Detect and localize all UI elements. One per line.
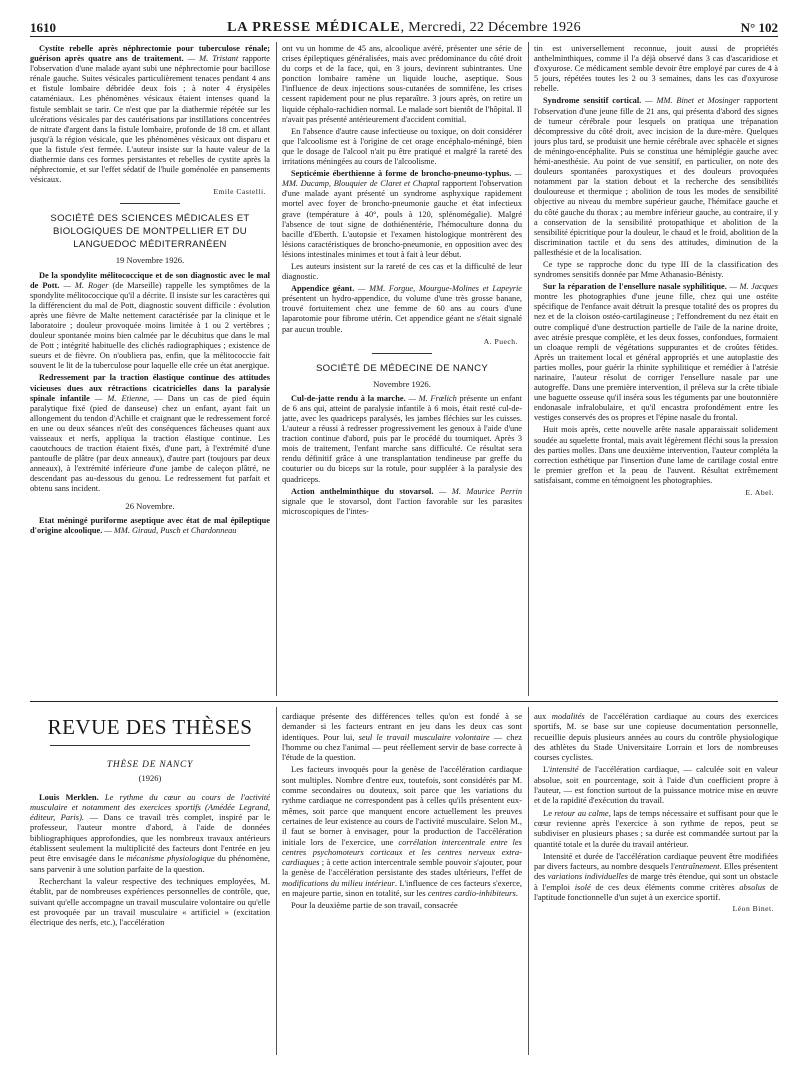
thesis-emphasis: intensité: [549, 764, 579, 775]
paragraph: [30, 516, 270, 536]
thesis-body: du phénomène, sans parvenir à une solution parfaite de la question.: [30, 853, 270, 874]
society-heading: SOCIÉTÉ DES SCIENCES MÉDICALES ET BIOLOGIQUES DE MONTPELLIER ET DU LANGUEDOC MÉDITERRANÉEN: [50, 213, 250, 251]
article-body: rapportent l'observation d'une jeune fille de 21 ans, qui présenta d'abord des signes de tumeur cérébrale pour lesquels on pratiqua une trépanation décompressive du côté droit, avec incision de la dure-mère. Quelques jours plus tard, se produisit une hernie cérébrale avec sphacèle et signes de méningo-encéphalite. Puis se constitua une hémiplégie gauche avec hémi-anesthésie. Au point de vue sensitif, en particulier, on note des douleurs spontanées paroxystiques et des douleurs provoquées notamment par la station debout et la recherche des sensibilités douloureuse et thermique ; abolition de tous les modes de sensibilité objective au niveau du membre supérieur gauche, l'hémiface gauche et du côté gauche du thorax ; au membre inférieur gauche, au contraire, il y a conservation de la sensibilité protopathique et abolition de la sensibilité épicritique pour la douleur, le chaud et le froid, abolition de la discrimination tactile et du sens des attitudes, diminution de la pallesthésie et de la localisation.: [534, 96, 778, 257]
column-rule: [276, 42, 277, 696]
issue-date: , Mercredi, 22 Décembre 1926: [400, 20, 581, 35]
paragraph: [534, 808, 778, 849]
article-body: montre les photographies d'une jeune fille, chez qui une ostéite spécifique de l'enfance avait détruit la presque totalité des os propres du nez et de la cloison ostéo-cartilagineuse ; l'effondrement du nez était en outre compliqué d'une destruction partielle de l'aile de la narine droite, avec atrésie presque complète, et les deux fosses, confondues, formaient un cloaque rempli de végétations suppurantes et de croûtes fétides. Après un traitement local et général appropriés et une autoplastie des parties molles, pour guérir la rhinite syphilitique et remédier à l'atrésie narinaire, l'auteur résolut de corriger l'ensellure nasale par une autogreffe. Dans une première intervention, il préleva sur la crête tibiale une baguette osseuse qu'il inséra sous les téguments par une boutonnière endonasale infralobulaire, et qu'il encastra profondément entre les vestiges conservés des os propres et l'épine nasale du frontal.: [534, 292, 778, 423]
article-author: — MM. Giraud, Pusch et Chardonneau: [104, 525, 237, 535]
thesis-body: — chez l'homme ou chez l'animal — peut réellement servir de base correcte à l'étude de la question.: [282, 731, 522, 763]
article-author: — M. Maurice Perrin: [438, 486, 522, 496]
thesis-body: aux: [534, 711, 552, 721]
page-header: [30, 14, 778, 37]
issue-number: N° 102: [740, 20, 778, 35]
article-body: présentent un hydro-appendice, du volume d'une très grosse banane, trouvé fortuitement chez une femme de 60 ans au cours d'une laparotomie pour fibrome utérin. Cet appendice géant ne s'était signalé par aucun trouble.: [282, 294, 522, 334]
top-column-3: [534, 44, 778, 696]
paragraph: [534, 96, 778, 258]
thesis-emphasis: modifications du milieu intérieur: [282, 877, 395, 888]
paragraph: [282, 711, 522, 762]
paragraph: [282, 487, 522, 517]
thesis-emphasis: centres cardio-inhibiteurs: [427, 888, 516, 899]
thesis-emphasis: seul le travail musculaire volontaire: [358, 731, 490, 742]
thesis-emphasis: modalités: [551, 711, 585, 721]
thesis-year: (1926): [138, 773, 162, 784]
thesis-body: . L'influence de ces facteurs s'exerce, en majeure partie, sinon en totalité, sur les: [282, 877, 522, 899]
top-column-2: [282, 44, 522, 696]
page-number: 1610: [30, 20, 56, 35]
article-title: Septicémie éberthienne à forme de broncho-pneumo-typhus.: [291, 169, 512, 179]
divider: [120, 203, 180, 204]
paragraph: [282, 169, 522, 260]
section-title: REVUE DES THÈSES: [47, 715, 253, 739]
thesis-author: Louis Merklen.: [39, 791, 99, 802]
paragraph: [282, 284, 522, 334]
article-author: — M. Frœlich: [408, 393, 457, 403]
journal-name: LA PRESSE MÉDICALE: [227, 20, 401, 35]
paragraph: Redressement par la traction élastique continue des attitudes vicieuses dues aux rétractions cicatricielles dans la paralysie spinale infantile — M. Etienne, — Dans un cas de pied équin paralytique fixé (pied de danseuse) chez un enfant, ayant fait un allongement du tendon d'Achille et craignant que le redressement forcé en une ou deux séances n'eût des conséquences fâcheuses quant aux vaisseaux et nerfs, appliqua la traction élastique continue. Les caoutchoucs de traction étaient fixés, d'une part, à l'extrémité d'une pantoufle de plâtre (par deux anneaux), d'autre part (toujours par deux anneaux), à l'extrémité inférieure d'une jambe de caleçon plâtré, ne descendant pas au-dessous du genou. Le redressement fut parfait et obtenu sans incident.: [30, 373, 270, 494]
thesis-emphasis: retour au calme: [554, 807, 609, 818]
section-divider: [30, 701, 778, 702]
thesis-emphasis: isolé: [574, 881, 591, 892]
article-title: Etat méningé puriforme aseptique avec état de mal épileptique d'origine alcoolique.: [30, 515, 270, 535]
article-author: — M. Jacques: [729, 282, 778, 292]
article-author: — MM. Ducamp, Blouquier de Claret et Chaptal: [282, 169, 522, 189]
column-rule: [276, 707, 277, 1055]
paragraph: En l'absence d'autre cause infectieuse ou toxique, on doit considérer que l'alcoolisme est à l'origine de cet orage encéphalo-méningé, bien que le dosage de l'alcool n'ait pu être pratiqué et malgré la rareté des irritations méningées au cours de l'alcoolisme.: [282, 126, 522, 167]
paragraph: Recherchant la valeur respective des techniques employées, M. établit, par de nombreuses expériences personnelles de contrôle, que, suivant qu'elle accompagne un travail musculaire volontaire ou qu'elle est provoquée par un travail musculaire « artificiel » (excitation électrique des nerfs, etc.), l'accélération: [30, 875, 270, 928]
paragraph: Ce type se rapproche donc du type III de la classification des syndromes sensitifs donnée par Mme Athanasio-Bénisty.: [534, 259, 778, 280]
article-author: — MM. Forgue, Mourgue-Molines et Lapeyrie: [358, 284, 522, 294]
article-body: rapportent l'observation d'une malade ayant présenté un syndrome asphyxique rapidement mortel avec foyer de broncho-pneumonie gauche et état infectieux grave (température à 40°, pouls à 120, splénomégalie). Malgré l'absence de tout signe de dothiénentérie, l'hémoculture donna du bacille d'Eberth. L'autopsie et l'examen histologique montrèrent des lésions caractéristiques de broncho-pneumonie, en opposition avec des lésions intestinales minimes et tout à fait à leur début.: [282, 179, 522, 259]
title-underline: [50, 745, 250, 746]
paragraph: [30, 271, 270, 372]
paragraph: [282, 394, 522, 485]
thesis-body: cardiaque présente des différences telles qu'on est fondé à se demander si les facteurs entrant en jeu dans les deux cas sont identiques. Pour lui,: [282, 711, 522, 742]
article-title: De la spondylite mélitococcique et de son diagnostic avec le mal de Pott.: [30, 270, 270, 290]
theses-column-3: [534, 711, 778, 1057]
thesis-body: Intensité et durée de l'accélération cardiaque peuvent être modifiées par divers facteurs, au nombre desquels l': [534, 850, 778, 872]
article-author: — M. Tristant: [187, 54, 239, 64]
divider: [372, 353, 432, 354]
thesis-editor: (Amédée Legrand, éditeur, Paris).: [30, 801, 270, 823]
theses-column-2: [282, 711, 522, 1057]
thesis-emphasis: variations individuelles: [547, 871, 628, 882]
thesis-body: L': [543, 764, 550, 775]
society-heading: SOCIÉTÉ DE MÉDECINE DE NANCY: [315, 362, 489, 374]
article-author: — MM. Binet et Mosinger: [645, 96, 740, 106]
paragraph: [534, 282, 778, 423]
article-title: Action anthelminthique du stovarsol.: [291, 486, 434, 496]
thesis-body: .: [515, 888, 518, 899]
session-date: 26 Novembre.: [125, 500, 175, 511]
article-body: ont vu un homme de 45 ans, alcoolique avéré, présenter une série de crises épileptiques généralisées, mais avec prédominance du côté droit du corps et de la face, qui, en 3 jours, devinrent subintrantes. Une ponction lombaire ramène un liquide louche, aseptique. Sous l'influence de deux injections sous-cutanées de somnifène, les crises cessent rapidement pour ne plus reparaître. 3 jours après, on retire un liquide céphalo-rachidien normal. Le malade sort bientôt de l'hôpital. Il n'avait pas présenté antérieurement d'accident comitial.: [282, 44, 522, 124]
thesis-body: de marge très étendue, qui sont un obstacle à l'emploi: [534, 871, 778, 892]
thesis-emphasis: absolus: [739, 881, 766, 892]
session-date: 19 Novembre 1926.: [115, 255, 185, 266]
article-author: — M. Etienne,: [94, 393, 150, 403]
column-rule: [528, 707, 529, 1055]
signature: Emile Castelli.: [213, 187, 266, 197]
article-author: — M. Roger: [63, 280, 109, 290]
thesis-body: Le: [543, 807, 555, 818]
paragraph: Huit mois après, cette nouvelle arête nasale apparaissait solidement soudée au squelette frontal, mais avait légèrement fléchi sous la pression des parties molles. Dans une deuxième intervention, l'auteur compléta la correction esthétique par l'insertion d'une lame de cartilage costal entre le premier greffon et la peau de l'auvent. Résultat extrêmement satisfaisant, comme en témoignent les photographies.: [534, 425, 778, 485]
thesis-body: . Elles présentent des: [534, 861, 778, 882]
thesis-body: — Dans ce travail très complet, inspiré par le professeur, l'auteur montre d'abord, à l'aide de données bibliographiques approfondies, que les nombreux travaux antérieurs établissent seulement la multiplicité des facteurs dont l'entrée en jeu peut être envisagée dans le: [30, 812, 270, 864]
paragraph: Les auteurs insistent sur la rareté de ces cas et la difficulté de leur diagnostic.: [282, 261, 522, 282]
article-title: Redressement par la traction élastique continue des attitudes vicieuses dues aux rétractions cicatricielles dans la paralysie spinale infantile: [30, 373, 270, 403]
thesis-emphasis: mécanisme physiologique: [126, 853, 215, 864]
thesis-body: de ces deux éléments comme critères: [590, 881, 740, 892]
paragraph: [534, 851, 778, 902]
thesis-emphasis: entraînement: [674, 861, 720, 872]
article-body: (de Marseille) rappelle les symptômes de la spondylite mélitococcique qu'il a décrite. Il insiste sur les caractères qui la différencient du mal de Pott, diagnostic souvent difficile : évolution après une fièvre de Malte nettement caractérisée par la clinique et le laboratoire ; douleur provoquée moins limitée à 1 ou 2 vertèbres ; douleur spontanée moins bien calmée par le décubitus que dans le mal de Pott ; intégrité habituelle des clichés radiographiques ; existence de sueurs et de fièvre. On n'oubliera pas, enfin, que la mélitococcie fait souvent le lit de la tuberculose pour laquelle elle crée un état anergique.: [30, 280, 270, 371]
paragraph: tin est universellement reconnue, jouit aussi de propriétés anthelminthiques, comme il l'a déjà observé dans 3 cas d'ascaridiose et d'oxyurose. Ce médicament semble devoir être employé par cures de 4 à 5 jours, répétées toutes les 2 ou 3 semaines, dans les cas d'oxyurose rebelle.: [534, 44, 778, 94]
article-body: ayant fait un allongement du tendon d'Achille et craignant que le redressement forcé en une ou deux séances n'eût des conséquences fâcheuses quant aux vaisseaux et nerfs, appliqua la traction élastique continue. Les caoutchoucs de traction étaient fixés, d'une part, à l'extrémité d'une pantoufle de plâtre (par deux anneaux), d'autre part (toujours par deux anneaux), à l'extrémité inférieure d'une jambe de caleçon plâtré, ne descendant pas au-dessous du genou. Le redressement fut parfait et obtenu sans incident.: [30, 403, 270, 494]
thesis-body: ; à cette action intercentrale semble pouvoir s'ajouter, pour la genèse de l'accélération persistante des stades ultérieurs, l'effet de: [282, 857, 522, 878]
paragraph: [30, 792, 270, 874]
paragraph: Pour la deuxième partie de son travail, consacrée: [291, 900, 458, 911]
article-title: Cystite rebelle après néphrectomie pour tuberculose rénale; guérison après quatre ans de traitement.: [30, 44, 270, 64]
thesis-body: , laps de temps nécessaire et suffisant pour que le cœur revienne après l'exercice à son rythme de repos, peut se subdiviser en plusieurs phases ; sa durée est commandée surtout par la quantité totale et la durée du travail antérieur.: [534, 807, 778, 849]
thesis-emphasis: corrélation intercentrale entre les centres psychomoteurs corticaux et les centres nerveux extra-cardiaques: [282, 836, 522, 868]
article-body: présente un enfant de 6 ans qui, atteint de paralysie infantile à 6 mois, était resté cul-de-jatte, avec les quadriceps paralysés, les jambes fléchies sur les cuisses. L'auteur a réussi à redresser progressivement les genoux à l'aide d'une traction continue d'abord, puis par le procédé du tourniquet. Après 3 mois de traitement, l'enfant marche sans difficulté. Ce résultat sera rendu définitif grâce à une transplantation tendineuse par greffe du couturier ou du biceps sur la rotule, pour suppléer à la paralysie des quadriceps.: [282, 393, 522, 484]
article-body: rapporte l'observation d'une malade ayant subi une néphrectomie pour bacillose rénale gauche. Suites vésicales particulièrement tenaces pendant 4 ans et fistule lombaire débridée deux fois ; à noter 4 érysipèles cataméniaux. Les phénomènes vésicaux étaient intenses quand la fistule semblait se tarir. Ce n'est que par la diathermie répétée sur les ulcérations vésicales par des cautérisations par instillations concentrées de nitrate d'argent dans la fistule lombaire, profonde de 18 cm. et allant jusqu'à la région vésicale, que les phénomènes vésicaux ont disparu et que la fistule s'est fermée. L'auteur insiste sur la haute valeur de la diathermie dans ces formes persistantes et rebelles de cystite après la néphrectomie, et sur l'effet sédatif de l'huile goménolée en pansements vésicaux.: [30, 54, 270, 185]
paragraph: [282, 44, 522, 125]
top-column-1: [30, 44, 270, 696]
thesis-heading: THÈSE DE NANCY: [106, 760, 194, 770]
signature: A. Puech.: [483, 336, 518, 346]
thesis-body: Les facteurs invoqués pour la genèse de l'accélération cardiaque sont multiples. Nombre d'entre eux, toutefois, sont considérés par M. comme secondaires ou douteux, soit parce que les variations du rythme cardiaque ne correspondent pas à celles qu'ils présentent eux-mêmes, soit parce que manquent encore actuellement les preuves certaines de leur existence au cours de l'activité musculaire. Selon M., il faut se borner à envisager, pour la production de l'accélération initiale lors de l'exercice, une: [282, 764, 522, 847]
theses-column-1: [30, 707, 270, 1057]
paragraph: [30, 44, 270, 185]
column-rule: [528, 42, 529, 696]
session-date: Novembre 1926.: [373, 378, 431, 389]
article-title: Appendice géant.: [291, 284, 355, 294]
article-title: Cul-de-jatte rendu à la marche.: [291, 393, 406, 403]
signature: E. Abel.: [745, 488, 774, 498]
thesis-body: de l'aptitude fonctionnelle d'un sujet à un exercice sportif.: [534, 881, 778, 903]
thesis-body: de l'accélération cardiaque au cours des exercices sportifs, M. se base sur une copieuse documentation personnelle, recueillie depuis plusieurs années au cours du contrôle physiologique des athlètes du Stade Universitaire Lorrain et lors de nombreuses courses cyclistes.: [534, 711, 778, 763]
thesis-title: Le rythme du cœur au cours de l'activité musculaire et notamment des exercices sportifs: [30, 791, 270, 812]
article-title: Sur la réparation de l'ensellure nasale syphilitique.: [543, 282, 727, 292]
signature: Léon Binet.: [732, 904, 774, 914]
article-body: signale que le stovarsol, dont l'action favorable sur les parasites microscopiques de l'intes-: [282, 496, 522, 516]
paragraph: [282, 764, 522, 898]
article-title: Syndrome sensitif cortical.: [543, 96, 642, 106]
paragraph: [534, 764, 778, 805]
paragraph: [534, 711, 778, 762]
article-body: Dans un cas de pied équin paralytique fixé (pied de danseuse) chez un enfant,: [30, 393, 270, 413]
running-title: [120, 20, 688, 36]
thesis-body: de l'accélération cardiaque, — calculée soit en valeur absolue, soit en pourcentage, soit à l'aide d'un coefficient propre à l'auteur, — est fonction surtout de la puissance motrice mise en œuvre et de la rapidité d'exécution du travail.: [534, 764, 778, 806]
